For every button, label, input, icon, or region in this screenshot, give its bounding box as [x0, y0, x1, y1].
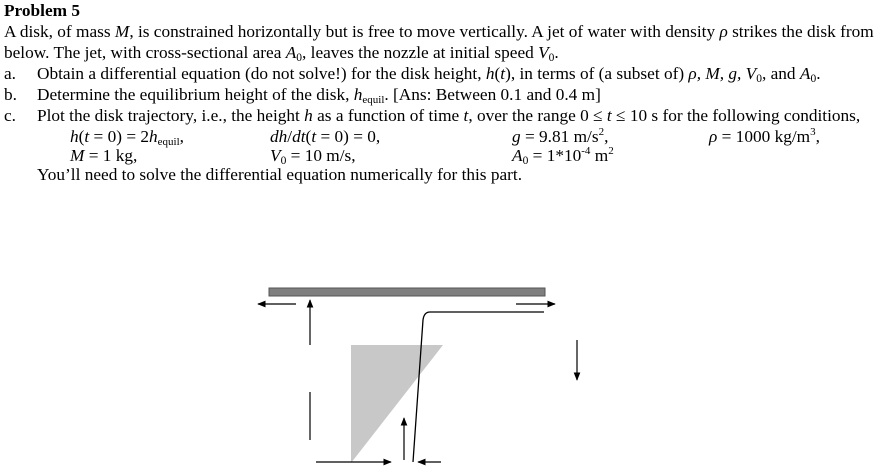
- sup: -4: [581, 145, 591, 157]
- condition-rho: [709, 126, 820, 147]
- var-t: t: [463, 106, 469, 125]
- sup: 3: [810, 126, 816, 138]
- text: = 1*10: [528, 146, 582, 165]
- intro-text: , leaves the nozzle at initial speed: [302, 43, 539, 62]
- sub: 0: [810, 73, 817, 85]
- text: (: [78, 127, 85, 146]
- problem-intro: [4, 21, 878, 63]
- var-dt: dt: [292, 127, 306, 146]
- var-A: A: [285, 43, 297, 62]
- part-c-text: Plot the disk trajectory, i.e., the height: [37, 106, 305, 125]
- part-c-marker: c.: [4, 106, 16, 125]
- water-jet: [351, 345, 443, 463]
- text: = 0) = 2: [89, 127, 150, 146]
- part-a-text: Obtain a differential equation (do not solve!) for the disk height,: [37, 64, 486, 83]
- part-a-marker: a.: [4, 64, 16, 83]
- var-dh: dh: [270, 127, 288, 146]
- text: m: [590, 146, 609, 165]
- sub: 0: [296, 52, 302, 64]
- condition-h0: [70, 126, 184, 147]
- text: = 0) = 0,: [316, 127, 381, 146]
- part-a-text: (: [494, 64, 501, 83]
- text: ,: [815, 127, 820, 146]
- conditions-row-2: [37, 145, 878, 167]
- part-c-text: , over the range 0 ≤: [468, 106, 607, 125]
- var-h: h: [70, 127, 79, 146]
- part-a-text: .: [816, 64, 821, 83]
- text: ,: [179, 127, 184, 146]
- var-A: A: [512, 146, 523, 165]
- nozzle-outline: [413, 312, 544, 462]
- var-t: t: [606, 106, 612, 125]
- text: = 10 m/s,: [286, 146, 356, 165]
- part-c-text: as a function of time: [312, 106, 464, 125]
- sub: equil: [362, 94, 385, 106]
- sub: 0: [280, 155, 287, 167]
- text: = 9.81 m/s: [520, 127, 599, 146]
- part-a: [4, 63, 878, 84]
- var-t: t: [311, 127, 317, 146]
- part-c-text: ≤ 10 s for the following conditions,: [611, 106, 861, 125]
- part-b-text: . [Ans: Between 0.1 and 0.4 m]: [384, 85, 601, 104]
- var-t: t: [84, 127, 90, 146]
- var-A: A: [799, 64, 811, 83]
- problem-title: Problem 5: [4, 1, 80, 20]
- var-V: V: [538, 43, 549, 62]
- var-M: M: [114, 22, 130, 41]
- condition-A0: [512, 145, 614, 166]
- intro-text: A disk, of mass: [4, 22, 115, 41]
- part-b-marker: b.: [4, 85, 17, 104]
- text: = 1 kg,: [84, 146, 138, 165]
- part-c-footer: You’ll need to solve the differential equation numerically for this part.: [37, 165, 523, 184]
- text: = 1000 kg/m: [717, 127, 811, 146]
- var-h: h: [149, 127, 158, 146]
- part-b: [4, 84, 878, 105]
- conditions-row-1: [37, 126, 878, 148]
- var-h: h: [485, 64, 495, 83]
- sup: 2: [598, 126, 605, 138]
- intro-text: strikes the disk from below. The jet, with cross-sectional area: [4, 22, 874, 62]
- sub: 0: [756, 73, 762, 85]
- part-a-text: , and: [761, 64, 800, 83]
- part-a-text: ), in terms of (a subset of): [505, 64, 689, 83]
- var-g: g: [512, 127, 521, 146]
- var-list: ρ, M, g, V: [688, 64, 757, 83]
- text: (: [305, 127, 312, 146]
- disk: [269, 288, 545, 296]
- var-rho: ρ: [709, 127, 718, 146]
- sub: equil: [157, 136, 180, 148]
- intro-text: .: [554, 43, 559, 62]
- part-b-text: Determine the equilibrium height of the disk,: [37, 85, 354, 104]
- problem-page: [4, 0, 878, 185]
- var-M: M: [70, 146, 85, 165]
- var-t: t: [500, 64, 506, 83]
- condition-V0: [270, 145, 356, 166]
- var-V: V: [270, 146, 281, 165]
- var-h: h: [304, 106, 313, 125]
- var-h: h: [353, 85, 363, 104]
- var-rho: ρ: [719, 22, 728, 41]
- sub: 0: [522, 155, 529, 167]
- part-c: [4, 105, 878, 185]
- text: ,: [604, 127, 609, 146]
- sup: 2: [608, 145, 614, 157]
- condition-dhdt0: [270, 126, 380, 147]
- sub: 0: [548, 52, 555, 64]
- condition-g: [512, 126, 608, 147]
- text: /: [287, 127, 293, 146]
- intro-text: , is constrained horizontally but is free to move vertically. A jet of water with density: [129, 22, 720, 41]
- condition-M: [70, 145, 137, 166]
